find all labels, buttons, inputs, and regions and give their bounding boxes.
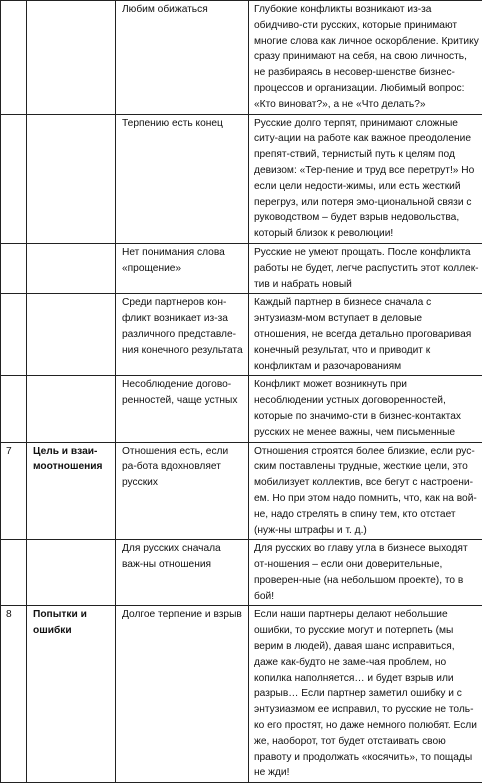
row-description: Отношения строятся более близкие, если рус-ским поставлены трудные, жесткие цели, это мобилизует коллектив, все бегут с настроени-ем. Но при этом надо помнить, что, как на вой-не, надо стрелять в спину тем, кто отстает (нуж-ны штрафы и т. д.) (249, 442, 482, 540)
row-description: Если наши партнеры делают небольшие ошибки, то русские могут и потерпеть (мы верим в людей), давая шанс исправиться, даже как-будто не заме-чая проблем, но копилка наполняется… и будет взрыв или разрыв… Если партнер заметил ошибку и с энтузиазмом ее исправил, то русские не толь-ко его простят, но даже немного полюбят. Если же, наоборот, тот будет отстаивать свою правоту и продолжать «косячить», то пощады не жди! (249, 606, 482, 783)
row-theme (27, 540, 116, 606)
row-number (1, 540, 27, 606)
row-theme (27, 1, 116, 115)
row-theme (27, 294, 116, 376)
row-problem: Долгое терпение и взрыв (116, 606, 249, 783)
row-number (1, 376, 27, 442)
row-theme: Цель и взаи-моотношения (27, 442, 116, 540)
row-number (1, 1, 27, 115)
row-theme (27, 376, 116, 442)
row-theme (27, 114, 116, 243)
row-description: Русские долго терпят, принимают сложные ситу-ации на работе как важное преодоление препят-ствий, тернистый путь к целям под девизом: «Тер-пение и труд все перетрут!» Но если цели недости-жимы, или есть жесткий перегруз, или потеря эмо-циональной связи с руководством – будет взрыв недовольства, который близок к революции! (249, 114, 482, 243)
table-row (1, 442, 482, 540)
row-description: Конфликт может возникнуть при несоблюдении устных договоренностей, которые по значимо-сти в бизнес-контактах русских не менее важны, чем письменные (249, 376, 482, 442)
table-row (1, 540, 482, 606)
row-problem: Среди партнеров кон-фликт возникает из-за различного представле-ния конечного результата (116, 294, 249, 376)
table-row (1, 294, 482, 376)
row-problem: Несоблюдение догово-ренностей, чаще устных (116, 376, 249, 442)
row-description: Каждый партнер в бизнесе сначала с энтузиазм-мом вступает в деловые отношения, не всегда детально проговаривая конечный результат, что и приводит к конфликтам и разочарованиям (249, 294, 482, 376)
row-description: Русские не умеют прощать. После конфликта работы не будет, легче распустить этот коллек-тив и набрать новый (249, 243, 482, 293)
table-row (1, 376, 482, 442)
table-row (1, 606, 482, 783)
table-row (1, 1, 482, 115)
row-problem: Для русских сначала важ-ны отношения (116, 540, 249, 606)
row-problem: Любим обижаться (116, 1, 249, 115)
row-problem: Нет понимания слова «прощение» (116, 243, 249, 293)
row-problem: Отношения есть, если ра-бота вдохновляет русских (116, 442, 249, 540)
row-theme: Попытки и ошибки (27, 606, 116, 783)
row-number (1, 243, 27, 293)
row-description: Глубокие конфликты возникают из-за обидчиво-сти русских, которые принимают многие слова как личное оскорбление. Критику сразу принимают на себя, на свою личность, не разбираясь в несовер-шенстве бизнес-процессов и организации. Любимый вопрос: «Кто виноват?», а не «Что делать?» (249, 1, 482, 115)
row-number: 8 (1, 606, 27, 783)
table-row (1, 114, 482, 243)
row-number: 7 (1, 442, 27, 540)
row-number (1, 294, 27, 376)
row-number (1, 114, 27, 243)
row-description: Для русских во главу угла в бизнесе выходят от-ношения – если они доверительные, проверен-ные (на небольшом проекте), то в бой! (249, 540, 482, 606)
row-problem: Терпению есть конец (116, 114, 249, 243)
row-theme (27, 243, 116, 293)
table-row (1, 243, 482, 293)
